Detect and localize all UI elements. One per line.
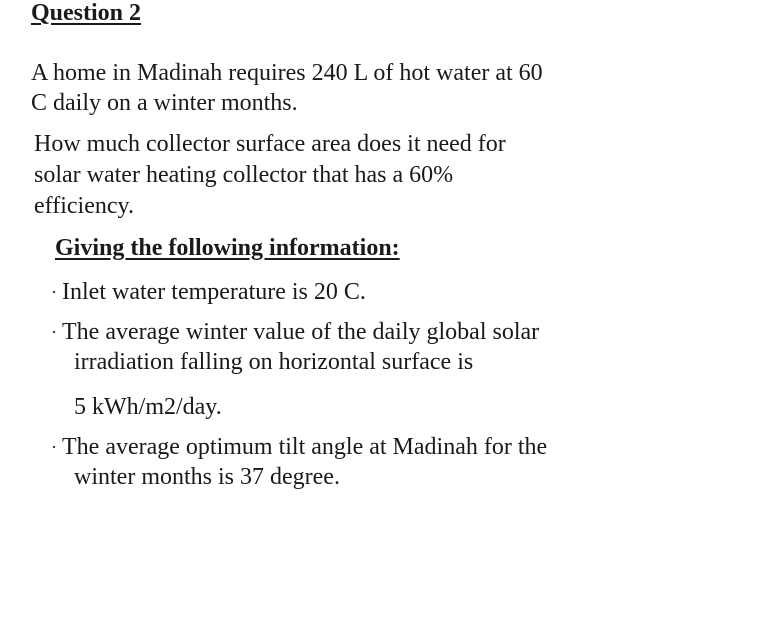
bullet-icon: · [51, 322, 57, 342]
list-item-text: The average optimum tilt angle at Madinah for the [62, 434, 548, 460]
intro-line: C daily on a winter months. [31, 90, 298, 116]
info-heading: Giving the following information: [55, 235, 400, 261]
question-heading: Question 2 [31, 0, 142, 26]
list-item-text: The average winter value of the daily global solar [62, 319, 540, 345]
question-line: solar water heating collector that has a 60% [34, 162, 454, 188]
question-line: How much collector surface area does it need for [34, 131, 506, 157]
list-item-text: 5 kWh/m2/day. [74, 394, 222, 420]
list-item-text: Inlet water temperature is 20 C. [62, 279, 366, 305]
bullet-icon: · [51, 437, 57, 457]
list-item-text: winter months is 37 degree. [74, 464, 340, 490]
question-line: efficiency. [34, 193, 134, 219]
list-item-text: irradiation falling on horizontal surface is [74, 349, 474, 375]
bullet-icon: · [51, 282, 57, 302]
question-paragraph [34, 129, 506, 222]
intro-line: A home in Madinah requires 240 L of hot water at 60 [31, 60, 543, 86]
intro-paragraph [31, 58, 543, 118]
